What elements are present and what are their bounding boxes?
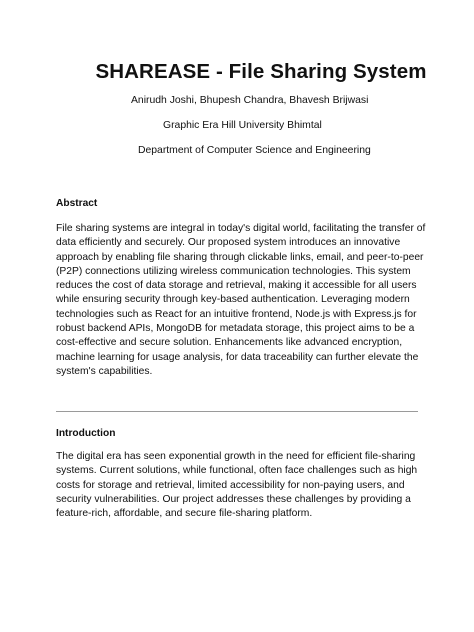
abstract-line: machine learning for usage analysis, for data traceability can further elevate the (56, 351, 419, 363)
introduction-body (56, 450, 426, 521)
abstract-heading: Abstract (56, 198, 98, 209)
introduction-heading: Introduction (56, 428, 116, 439)
abstract-line: approach by enabling file sharing through clickable links, email, and peer-to-peer (56, 251, 424, 263)
abstract-line: robust backend APIs, MongoDB for metadata storage, this project aims to be a (56, 323, 415, 335)
abstract-line: (P2P) connections utilizing wireless communication technologies. This system (56, 265, 411, 277)
paper-title: SHAREASE - File Sharing System (95, 60, 427, 83)
abstract-line: while ensuring security through key-based authentication. Leveraging modern (56, 294, 410, 306)
introduction-line: security vulnerabilities. Our project addresses these challenges by providing a (56, 493, 411, 505)
author-list: Anirudh Joshi, Bhupesh Chandra, Bhavesh Brijwasi (131, 95, 369, 106)
abstract-body (56, 222, 426, 379)
abstract-line: technologies such as React for an intuitive frontend, Node.js with Express.js for (56, 308, 417, 320)
introduction-line: The digital era has seen exponential growth in the need for efficient file-sharing (56, 451, 416, 462)
abstract-line: File sharing systems are integral in today's digital world, facilitating the transfer of (56, 223, 426, 234)
abstract-line: data efficiently and securely. Our proposed system introduces an innovative (56, 237, 401, 249)
introduction-line: feature-rich, affordable, and secure file-sharing platform. (56, 508, 313, 520)
abstract-line: reduces the cost of data storage and retrieval, making it accessible for all users (56, 280, 417, 292)
abstract-line: system's capabilities. (56, 365, 153, 377)
introduction-line: systems. Current solutions, while functional, often face challenges such as high (56, 465, 418, 477)
affiliation: Graphic Era Hill University Bhimtal (163, 120, 322, 131)
department: Department of Computer Science and Engineering (138, 145, 371, 156)
section-divider (56, 411, 418, 412)
abstract-line: cost-effective and secure solution. Enhancements like advanced encryption, (56, 337, 403, 349)
introduction-line: costs for storage and retrieval, limited accessibility for non-paying users, and (56, 479, 405, 491)
